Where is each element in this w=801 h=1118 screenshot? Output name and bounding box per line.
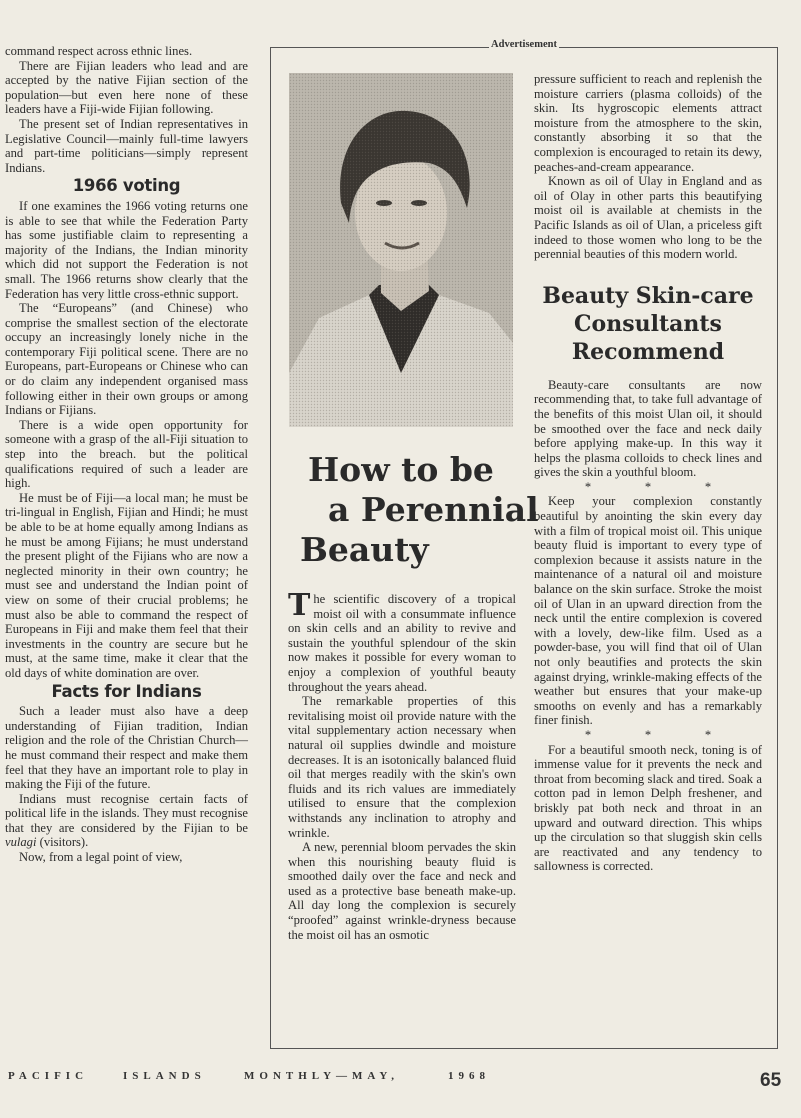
paragraph: Such a leader must also have a deep understanding of Fijian tradition, Indian religion and the role of the Christian Church—he must command their respect and make them feel that they have an important role to play in making the Fiji of the future.: [5, 704, 248, 792]
advert-label: Advertisement: [491, 39, 557, 50]
italic-word: vulagi: [5, 835, 37, 850]
paragraph: command respect across ethnic lines.: [5, 44, 193, 58]
star-separator: [534, 480, 762, 495]
advert-right-rule: [777, 47, 778, 1049]
paragraph: [5, 792, 248, 850]
paragraph: There are Fijian leaders who lead and are accepted by the native Fijian section of the population—but even here none of these leaders have a Fiji-wide Fijian following.: [5, 58, 248, 117]
advert-bottom-rule: [270, 1048, 778, 1049]
footer-word: PACIFIC: [8, 1070, 89, 1082]
paragraph: He must be of Fiji—a local man; he must be tri-lingual in English, Fijian and Hindi; he must be able to be at home equally among Indians as he must be among Fijians; he must understand the present plight of the Fijians who are now a neglected minority in their own country; he must see and understand the Indian point of view on some of their crucial problems; he must also be able to command the respect of Europeans in Fiji and make them feel that their investments in the country are secure but he must, at the same time, make it clear that the old days of white domination are over.: [5, 490, 248, 680]
headline-line: Beauty: [300, 530, 429, 569]
paragraph: [288, 588, 516, 694]
star: *: [704, 727, 712, 742]
portrait-photo: [289, 73, 513, 427]
footer-word: 1968: [448, 1070, 490, 1082]
advert-label-wrap: [270, 39, 778, 50]
subheading-facts-for-indians: Facts for Indians: [51, 681, 202, 701]
portrait-illustration: [289, 73, 513, 427]
star: *: [644, 479, 652, 494]
paragraph: For a beautiful smooth neck, toning is of immense value for it prevents the neck and throat from becoming slack and tired. Soak a cotton pad in lemon Delph freshener, and briskly pat both neck and throat in an upward and outward direction. This whips up the circulation so that sluggish skin cells are reactivated and any tendency to sallowness is corrected.: [534, 742, 762, 874]
advert-right-column: [534, 72, 762, 874]
left-article-column: [5, 44, 248, 865]
page-number: 65: [760, 1070, 782, 1091]
star: *: [704, 479, 712, 494]
headline-line: How to be: [308, 450, 494, 489]
star: *: [644, 727, 652, 742]
star: *: [584, 479, 592, 494]
text-run: he scientific discovery of a tropical moist oil with a consummate influence on skin cells and an ability to revive and sustain the youthful splendour of the skin now makes it possible for every woman to enjoy a complexion of youthful beauty throughout the years ahead.: [288, 592, 516, 694]
paragraph: Known as oil of Ulay in England and as oil of Olay in other parts this beautifying moist oil is available at chemists in the Pacific Islands as oil of Ulan, a priceless gift indeed to those women who long to be the perennial beauties of this modern world.: [534, 174, 762, 262]
subheading-1966-voting: 1966 voting: [72, 176, 181, 196]
paragraph: pressure sufficient to reach and replenish the moisture carriers (plasma colloids) of the skin. Its hygroscopic elements attract moisture from the atmosphere to the skin, constantly absorbing it so that the complexion is encouraged to retain its dewy, peaches-and-cream appearance.: [534, 72, 762, 174]
advert-headline: [300, 450, 539, 570]
footer-word: ISLANDS: [123, 1070, 206, 1082]
footer-word: MONTHLY—MAY,: [244, 1070, 400, 1082]
paragraph: A new, perennial bloom pervades the skin when this nourishing beauty fluid is smoothed daily over the face and neck and used as a protective base beneath make-up. All day long the complexion is securely “proofed” against wrinkle-dryness because the moist oil has an osmotic: [288, 840, 516, 942]
advert-left-rule: [270, 47, 271, 1049]
advert-middle-column: [288, 588, 516, 942]
advert-subheading: [534, 282, 762, 366]
paragraph: If one examines the 1966 voting returns one is able to see that while the Federation Party has some justifiable claim to representing a majority of the Indians, the Indian minority which did not support the Federation is not small. The 1966 returns show clearly that the Federation has very little cross-ethnic support.: [5, 198, 248, 301]
drop-cap: T: [288, 588, 311, 623]
paragraph: There is a wide open opportunity for someone with a grasp of the all-Fiji situation to step into the breach. but the political qualifications required of such a leader are high.: [5, 417, 248, 491]
subheading-line: Beauty Skin-care: [542, 282, 754, 309]
text-run: Indians must recognise certain facts of political life in the islands. They must recognise that they are considered by the Fijian to be: [5, 791, 248, 835]
paragraph: Now, from a legal point of view,: [19, 850, 183, 865]
text-run: (visitors).: [36, 835, 89, 850]
paragraph: The present set of Indian representatives in Legislative Council—mainly full-time lawyers and part-time politicians—simply represent Indians.: [5, 116, 248, 175]
paragraph: The remarkable properties of this revitalising moist oil provide nature with the vital supplementary action necessary when natural oil supplies dwindle and moisture decreases. It is an isotonically balanced fluid oil that merges readily with the skin's own fluids and its rich values are immediately utilised to ensure that the complexion withstands any inclination to atrophy and wrinkle.: [288, 694, 516, 840]
star: *: [584, 727, 592, 742]
headline-line: a Perennial: [328, 490, 539, 529]
paragraph: Keep your complexion constantly beautiful by anointing the skin every day with a film of tropical moist oil. This unique beauty fluid is important to every type of complexion because it assists nature in the maintenance of a natural oil and moisture balance on the skin surface. Stroke the moist oil of Ulan in an upward direction from the neck until the entire complexion is covered with a lovely, dew-like film. Used as a powder-base, you will find that oil of Ulan not only beautifies and protects the skin against drying, wrinkle-making effects of the weather but ensures that your make-up smooths on evenly and has a remarkably finer finish.: [534, 494, 762, 728]
subheading-line: Recommend: [571, 338, 725, 365]
paragraph: Beauty-care consultants are now recommending that, to take full advantage of the benefits of this moist Ulan oil, it should be smoothed over the face and neck daily before applying make-up. In this way it helps the plasma colloids to check lines and gives the skin a youthful bloom.: [534, 377, 762, 480]
subheading-line: Consultants: [574, 310, 722, 337]
paragraph: The “Europeans” (and Chinese) who comprise the smallest section of the electorate occupy an increasingly lonely niche in the contemporary Fiji political scene. There are no Europeans, part-Europeans or Chinese who can or do claim any independent organised mass following either in their own groups or among Indians or Fijians.: [5, 301, 248, 418]
star-separator: [534, 728, 762, 743]
